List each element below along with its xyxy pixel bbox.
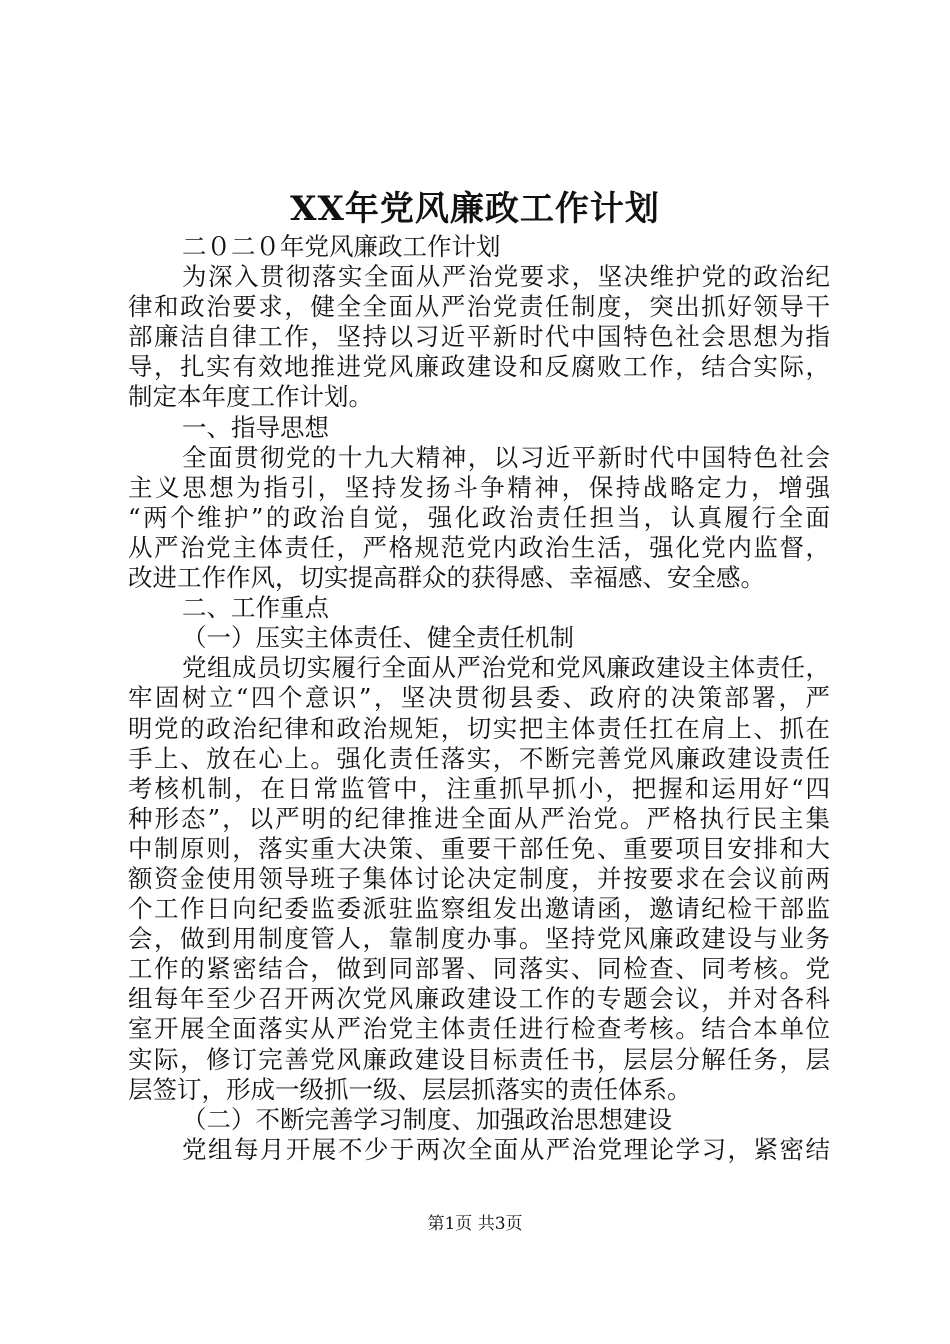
body-line: 手上、放在心上。强化责任落实，不断完善党风廉政建设责任 bbox=[128, 743, 830, 773]
body-line: 一、指导思想 bbox=[182, 412, 329, 442]
body-line: 种形态”，以严明的纪律推进全面从严治党。严格执行民主集 bbox=[128, 803, 830, 833]
body-line: 牢固树立“四个意识”，坚决贯彻县委、政府的决策部署，严 bbox=[128, 683, 830, 713]
body-line: 明党的政治纪律和政治规矩，切实把主体责任扛在肩上、抓在 bbox=[128, 713, 830, 743]
body-line: 从严治党主体责任，严格规范党内政治生活，强化党内监督， bbox=[128, 532, 830, 562]
body-line: 考核机制，在日常监管中，注重抓早抓小，把握和运用好“四 bbox=[128, 773, 830, 803]
body-line: 为深入贯彻落实全面从严治党要求，坚决维护党的政治纪 bbox=[182, 262, 830, 292]
body-line: 组每年至少召开两次党风廉政建设工作的专题会议，并对各科 bbox=[128, 984, 830, 1014]
body-line: 改进工作作风，切实提高群众的获得感、幸福感、安全感。 bbox=[128, 563, 765, 593]
body-line: 律和政治要求，健全全面从严治党责任制度，突出抓好领导干 bbox=[128, 292, 830, 322]
body-line: 中制原则，落实重大决策、重要干部任免、重要项目安排和大 bbox=[128, 833, 830, 863]
body-line: 制定本年度工作计划。 bbox=[128, 382, 373, 412]
body-line: 个工作日向纪委监委派驻监察组发出邀请函，邀请纪检干部监 bbox=[128, 894, 830, 924]
body-line: 主义思想为指引，坚持发扬斗争精神，保持战略定力，增强 bbox=[128, 472, 830, 502]
body-line: 二、工作重点 bbox=[182, 593, 329, 623]
body-line: 党组每月开展不少于两次全面从严治党理论学习，紧密结 bbox=[182, 1134, 830, 1164]
body-line: 实际，修订完善党风廉政建设目标责任书，层层分解任务，层 bbox=[128, 1044, 830, 1074]
body-line: 层签订，形成一级抓一级、层层抓落实的责任体系。 bbox=[128, 1074, 692, 1104]
body-line: （一）压实主体责任、健全责任机制 bbox=[182, 623, 574, 653]
body-line: 额资金使用领导班子集体讨论决定制度，并按要求在会议前两 bbox=[128, 863, 830, 893]
body-line: 二０二０年党风廉政工作计划 bbox=[182, 232, 501, 261]
page-footer: 第1页 共3页 bbox=[427, 1214, 523, 1234]
body-line: 会，做到用制度管人，靠制度办事。坚持党风廉政建设与业务 bbox=[128, 924, 830, 954]
document-body bbox=[128, 232, 830, 1165]
document-title: XX年党风廉政工作计划 bbox=[290, 189, 660, 229]
body-line: 室开展全面落实从严治党主体责任进行检查考核。结合本单位 bbox=[128, 1014, 830, 1044]
body-line: （二）不断完善学习制度、加强政治思想建设 bbox=[182, 1104, 672, 1134]
body-line: 部廉洁自律工作，坚持以习近平新时代中国特色社会思想为指 bbox=[128, 322, 830, 352]
body-line: 导，扎实有效地推进党风廉政建设和反腐败工作，结合实际， bbox=[128, 352, 830, 382]
body-line: 全面贯彻党的十九大精神，以习近平新时代中国特色社会 bbox=[182, 442, 830, 472]
body-line: 党组成员切实履行全面从严治党和党风廉政建设主体责任， bbox=[182, 653, 830, 683]
body-line: 工作的紧密结合，做到同部署、同落实、同检查、同考核。党 bbox=[128, 954, 830, 984]
body-line: “两个维护”的政治自觉，强化政治责任担当，认真履行全面 bbox=[128, 502, 830, 532]
